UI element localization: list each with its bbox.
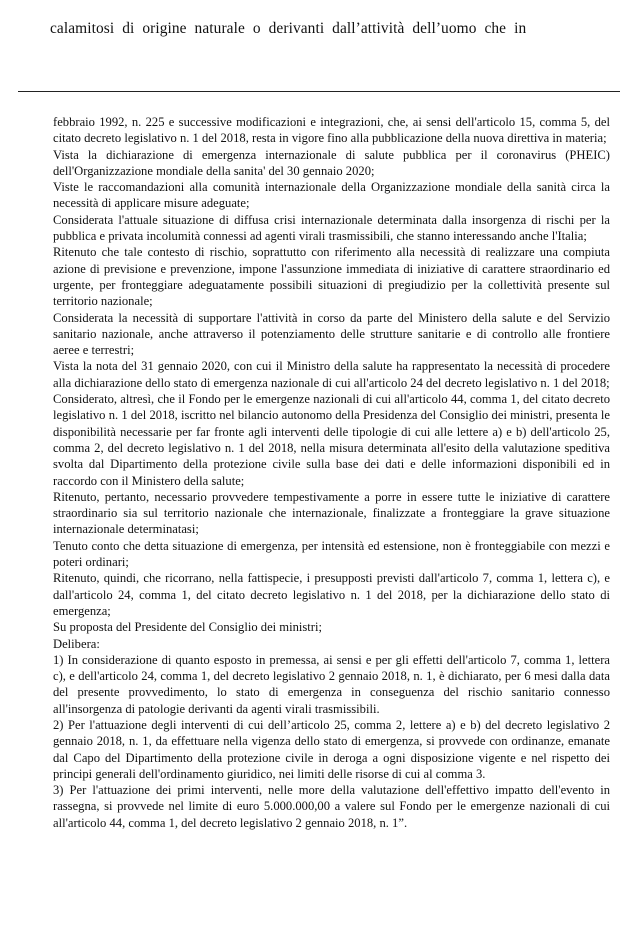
delibera-heading: Delibera:	[53, 636, 100, 651]
numbered-paragraph: 2) Per l'attuazione degli interventi di cui dell’articolo 25, comma 2, lettere a) e b) del decreto legislativo 2 gennaio 2018, n. 1, da effettuare nella vigenza dello stato di emergenza, si provvede con ordinanze, emanate dal Capo del Dipartimento della protezione civile in deroga a ogni disposizione vigente e nel rispetto dei principi generali dell'ordinamento giuridico, nei limiti delle risorse di cui al comma 3.	[53, 717, 610, 781]
numbered-paragraph: 3) Per l'attuazione dei primi interventi, nelle more della valutazione dell'effettivo impatto dell'evento in rassegna, si provvede nel limite di euro 5.000.000,00 a valere sul Fondo per le emergenze nazionali di cui all'articolo 44, comma 1, del decreto legislativo 2 gennaio 2018, n. 1”.	[53, 783, 610, 830]
paragraph: Tenuto conto che detta situazione di emergenza, per intensità ed estensione, non è fronteggiabile con mezzi e poteri ordinari;	[53, 538, 610, 570]
numbered-paragraph: 1) In considerazione di quanto esposto in premessa, ai sensi e per gli effetti dell'articolo 7, comma 1, lettera c), e dell'articolo 24, comma 1, del decreto legislativo 2 gennaio 2018, n. 1, è dichiarato, per 6 mesi dalla data del presente provvedimento, lo stato di emergenza in conseguenza del rischio sanitario connesso all'insorgenza di patologie derivanti da agenti virali trasmissibili.	[53, 652, 610, 716]
paragraph: Vista la dichiarazione di emergenza internazionale di salute pubblica per il coronavirus (PHEIC) dell'Organizzazione mondiale della sanita' del 30 gennaio 2020;	[53, 147, 610, 178]
paragraph: Su proposta del Presidente del Consiglio dei ministri;	[53, 620, 322, 635]
paragraph: Vista la nota del 31 gennaio 2020, con cui il Ministro della salute ha rappresentato la necessità di procedere alla dichiarazione dello stato di emergenza nazionale di cui all'articolo 24 del decreto legislativo n. 1 del 2018;	[53, 359, 610, 390]
header-divider	[18, 91, 620, 92]
paragraph: Ritenuto, pertanto, necessario provvedere tempestivamente a porre in essere tutte le iniziative di carattere straordinario sia sul territorio nazionale che internazionale, finalizzate a fronteggiare la grave situazione internazionale determinatasi;	[53, 489, 610, 537]
paragraph: Considerato, altresì, che il Fondo per le emergenze nazionali di cui all'articolo 44, comma 1, del citato decreto legislativo n. 1 del 2018, iscritto nel bilancio autonomo della Presidenza del Consiglio dei ministri, presenta le disponibilità necessarie per far fronte agli interventi delle tipologie di cui alle lettere a) e b) dell'articolo 25, comma 2, del decreto legislativo n. 1 del 2018, nella misura determinata all'esito della valutazione speditiva svolta dal Dipartimento della protezione civile sulla base dei dati e delle informazioni disponibili ed in raccordo con il Ministero della salute;	[53, 392, 610, 488]
paragraph: Considerata l'attuale situazione di diffusa crisi internazionale determinata dalla insorgenza di rischi per la pubblica e privata incolumità connessi ad agenti virali trasmissibili, che stanno interessando anche l'Italia;	[53, 212, 610, 244]
header-text-line: calamitosi di origine naturale o derivanti dall’attività dell’uomo che in	[50, 20, 527, 37]
paragraph: febbraio 1992, n. 225 e successive modificazioni e integrazioni, che, ai sensi dell'articolo 15, comma 5, del citato decreto legislativo n. 1 del 2018, resta in vigore fino alla pubblicazione della nuova direttiva in materia;	[53, 115, 610, 146]
paragraph: Viste le raccomandazioni alla comunità internazionale della Organizzazione mondiale della sanità circa la necessità di applicare misure adeguate;	[53, 180, 610, 211]
paragraph: Considerata la necessità di supportare l'attività in corso da parte del Ministero della salute e del Servizio sanitario nazionale, anche attraverso il potenziamento delle strutture sanitarie e di controllo alle frontiere aeree e terrestri;	[53, 310, 610, 358]
paragraph: Ritenuto, quindi, che ricorrano, nella fattispecie, i presupposti previsti dall'articolo 7, comma 1, lettera c), e dall'articolo 24, comma 1, del citato decreto legislativo n. 1 del 2018, per la dichiarazione dello stato di emergenza;	[53, 571, 610, 618]
paragraph: Ritenuto che tale contesto di rischio, soprattutto con riferimento alla necessità di realizzare una compiuta azione di previsione e prevenzione, impone l'assunzione immediata di iniziative di carattere straordinario ed urgente, per fronteggiare adeguatamente possibili situazioni di pregiudizio per la collettività presente sul territorio nazionale;	[53, 245, 610, 309]
document-body	[53, 114, 610, 831]
